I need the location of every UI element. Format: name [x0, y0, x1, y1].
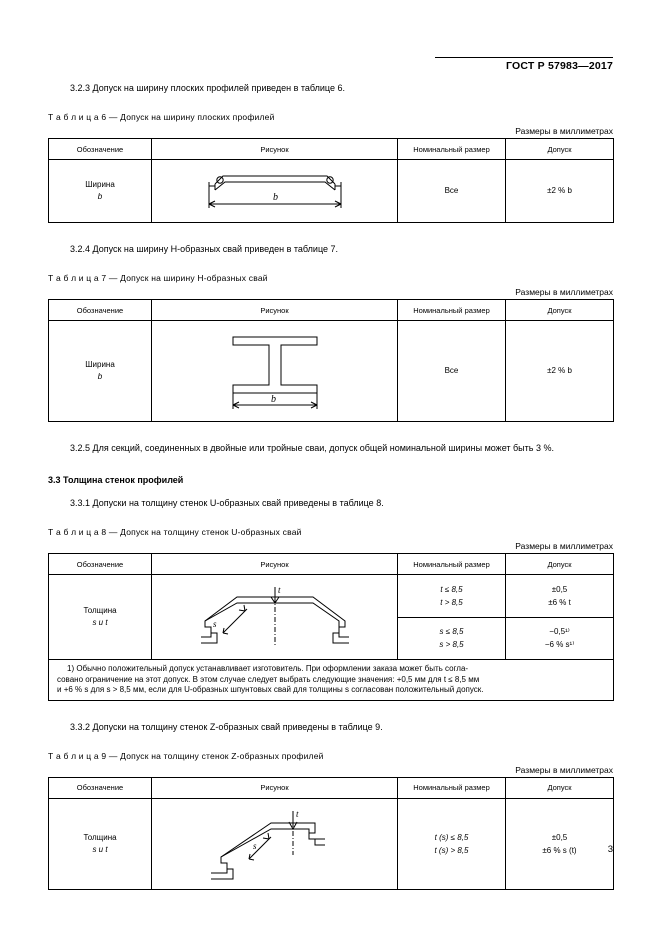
table-9-designation [49, 798, 152, 889]
table-6 [48, 138, 614, 223]
table-6-header-tolerance: Допуск [506, 139, 614, 160]
table-9-tolerance [506, 798, 614, 889]
table-8-designation [49, 575, 152, 660]
table-8-footnote [49, 660, 614, 701]
table-9-figure-label-t: t [295, 808, 299, 819]
paragraph-3-2-3: 3.2.3 Допуск на ширину плоских профилей приведен в таблице 6. [70, 83, 345, 93]
table-8-header-figure: Рисунок [152, 554, 398, 575]
table-8-nominal-row2-line2: s > 8,5 [439, 640, 464, 650]
table-row [49, 777, 614, 798]
table-9 [48, 777, 614, 890]
table-9-designation-line1: Толщина [83, 832, 117, 842]
table-7-designation-line1: Ширина [85, 360, 115, 369]
table-9-nominal-line1: t (s) ≤ 8,5 [434, 832, 469, 842]
table-8-footnote-line1: 1) Обычно положительный допуск устанавливает изготовитель. При оформлении заказа может быть согла- [67, 664, 469, 673]
table-8-nominal-row2-line1: s ≤ 8,5 [439, 627, 464, 637]
table-8-nominal-row1-line2: t > 8,5 [440, 597, 463, 607]
paragraph-3-3-1: 3.3.1 Допуски на толщину стенок U-образных свай приведены в таблице 8. [70, 498, 384, 508]
table-7-nominal: Все [398, 321, 506, 422]
u-pile-thickness-diagram [175, 577, 375, 657]
table-8-nominal-row1-line1: t ≤ 8,5 [440, 584, 463, 594]
section-heading-3-3: 3.3 Толщина стенок профилей [48, 475, 184, 485]
table-9-header-designation: Обозначение [49, 777, 152, 798]
table-7-designation-line2: b [97, 372, 103, 381]
table-9-tolerance-line2: ±6 % s (t) [542, 845, 577, 855]
paragraph-3-2-5: 3.2.5 Для секций, соединенных в двойные или тройные сваи, допуск общей номинальной ширины может быть 3 %. [70, 443, 554, 453]
table-row [49, 798, 614, 889]
units-note-table-6: Размеры в миллиметрах [515, 126, 613, 136]
table-8-nominal-row1 [398, 575, 506, 618]
table-7-figure-label: b [270, 394, 276, 405]
table-9-figure-label-s: s [252, 840, 257, 851]
table-8 [48, 553, 614, 701]
page-header-standard: ГОСТ Р 57983—2017 [505, 60, 613, 72]
table-6-header-designation: Обозначение [49, 139, 152, 160]
table-9-header-tolerance: Допуск [506, 777, 614, 798]
table-7-header-tolerance: Допуск [506, 300, 614, 321]
table-8-footnote-line2: совано ограничение на этот допуск. В этом случае следует выбрать следующие значения: +0,5 мм для t ≤ 8,5 мм [57, 674, 480, 684]
page-number: 3 [607, 844, 613, 855]
table-7-designation [49, 321, 152, 422]
table-row [49, 660, 614, 701]
table-8-header-nominal: Номинальный размер [398, 554, 506, 575]
table-9-nominal-line2: t (s) > 8,5 [434, 845, 469, 855]
header-rule [435, 57, 613, 58]
table-6-designation-line1: Ширина [85, 180, 115, 189]
table-6-designation-line2: b [97, 192, 103, 201]
table-row [49, 554, 614, 575]
table-8-tolerance-row1-line1: ±0,5 [551, 584, 568, 594]
table-9-tolerance-line1: ±0,5 [551, 832, 568, 842]
table-8-designation-line2: s и t [92, 618, 108, 627]
table-6-nominal: Все [398, 160, 506, 223]
table-8-header-tolerance: Допуск [506, 554, 614, 575]
table-8-tolerance-row2-line1: −0,5¹⁾ [549, 627, 570, 637]
caption-table-9: Т а б л и ц а 9 — Допуск на толщину стенок Z-образных профилей [48, 750, 324, 761]
table-9-figure [152, 798, 398, 889]
paragraph-3-2-4: 3.2.4 Допуск на ширину Н-образных свай приведен в таблице 7. [70, 244, 339, 254]
table-6-figure [152, 160, 398, 223]
table-9-nominal [398, 798, 506, 889]
flat-profile-diagram [185, 162, 365, 220]
table-row [49, 575, 614, 618]
caption-table-8: Т а б л и ц а 8 — Допуск на толщину стенок U-образных свай [48, 527, 302, 537]
table-row [49, 300, 614, 321]
table-8-figure-label-t: t [277, 585, 281, 595]
table-8-tolerance-row1-line2: ±6 % t [548, 597, 571, 607]
table-6-tolerance: ±2 % b [506, 160, 614, 223]
table-7 [48, 299, 614, 422]
caption-table-7: Т а б л и ц а 7 — Допуск на ширину Н-образных свай [48, 273, 268, 283]
page-content [48, 82, 613, 890]
table-6-header-figure: Рисунок [152, 139, 398, 160]
table-8-tolerance-row2 [506, 617, 614, 660]
table-8-header-designation: Обозначение [49, 554, 152, 575]
paragraph-3-3-2: 3.3.2 Допуски на толщину стенок Z-образных свай приведены в таблице 9. [70, 721, 383, 732]
table-7-header-figure: Рисунок [152, 300, 398, 321]
table-6-figure-label: b [272, 192, 278, 203]
table-row [49, 160, 614, 223]
table-row [49, 321, 614, 422]
table-7-header-nominal: Номинальный размер [398, 300, 506, 321]
table-6-header-nominal: Номинальный размер [398, 139, 506, 160]
table-8-footnote-line3: и +6 % s для s > 8,5 мм, если для U-образных шпунтовых свай для толщины s согласован положительный допуск. [57, 685, 484, 694]
table-6-designation [49, 160, 152, 223]
units-note-table-9: Размеры в миллиметрах [515, 764, 613, 775]
table-9-header-figure: Рисунок [152, 777, 398, 798]
units-note-table-7: Размеры в миллиметрах [515, 287, 613, 297]
z-pile-thickness-diagram [175, 801, 375, 887]
table-7-header-designation: Обозначение [49, 300, 152, 321]
table-7-tolerance: ±2 % b [506, 321, 614, 422]
table-9-designation-line2: s и t [92, 844, 108, 854]
table-9-header-nominal: Номинальный размер [398, 777, 506, 798]
table-8-figure-label-s: s [212, 619, 217, 629]
units-note-table-8: Размеры в миллиметрах [515, 541, 613, 551]
table-8-tolerance-row1 [506, 575, 614, 618]
table-8-designation-line1: Толщина [83, 606, 117, 615]
table-8-tolerance-row2-line2: −6 % s¹⁾ [544, 640, 575, 650]
table-row [49, 139, 614, 160]
table-8-figure [152, 575, 398, 660]
table-7-figure [152, 321, 398, 422]
h-pile-diagram [185, 323, 365, 419]
table-8-nominal-row2 [398, 617, 506, 660]
caption-table-6: Т а б л и ц а 6 — Допуск на ширину плоских профилей [48, 112, 275, 122]
